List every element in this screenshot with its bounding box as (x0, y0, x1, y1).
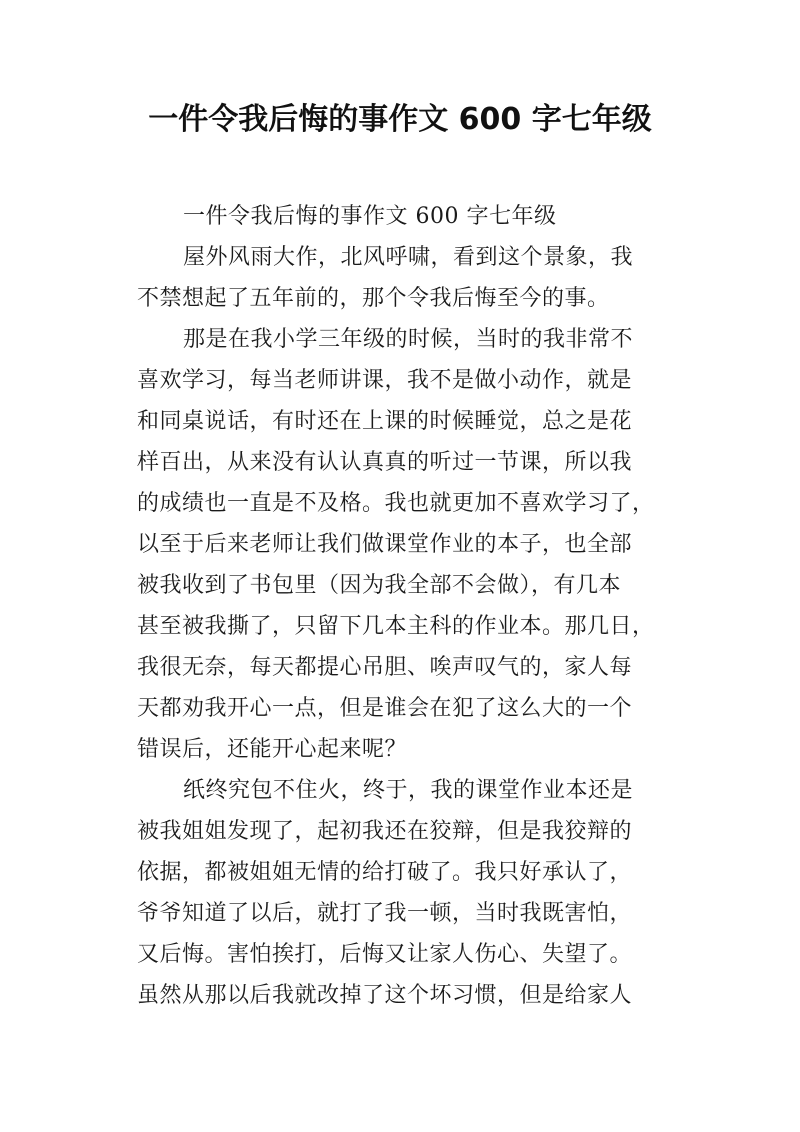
paragraph-line: 天都劝我开心一点，但是谁会在犯了这么大的一个 (137, 696, 633, 721)
paragraph-line: 样百出，从来没有认认真真的听过一节课，所以我 (137, 450, 633, 475)
paragraph-line: 我很无奈，每天都提心吊胆、唉声叹气的，家人每 (137, 655, 633, 680)
paragraph-line: 不禁想起了五年前的，那个令我后悔至今的事。 (137, 286, 610, 311)
paragraph-line: 又后悔。害怕挨打，后悔又让家人伤心、失望了。 (137, 942, 633, 967)
paragraph-line: 纸终究包不住火，终于，我的课堂作业本还是 (183, 778, 634, 803)
paragraph-line: 依据，都被姐姐无情的给打破了。我只好承认了， (137, 860, 633, 885)
paragraph (137, 319, 667, 770)
body-subtitle: 一件令我后悔的事作文 600 字七年级 (183, 204, 557, 229)
paragraph-line: 以至于后来老师让我们做课堂作业的本子，也全部 (137, 532, 633, 557)
paragraph (137, 770, 667, 1016)
paragraph-line: 错误后，还能开心起来呢？ (137, 737, 408, 762)
paragraph-line: 虽然从那以后我就改掉了这个坏习惯，但是给家人 (137, 983, 633, 1008)
paragraph (137, 237, 667, 319)
paragraph-line: 甚至被我撕了，只留下几本主科的作业本。那几日， (137, 614, 655, 639)
paragraph-line: 和同桌说话，有时还在上课的时候睡觉，总之是花 (137, 409, 633, 434)
paragraph-line: 被我收到了书包里（因为我全部不会做），有几本 (137, 573, 622, 598)
paragraph-line: 喜欢学习，每当老师讲课，我不是做小动作，就是 (137, 368, 633, 393)
document-title: 一件令我后悔的事作文 600 字七年级 (148, 102, 652, 137)
paragraph-line: 被我姐姐发现了，起初我还在狡辩，但是我狡辩的 (137, 819, 633, 844)
paragraph-line: 那是在我小学三年级的时候，当时的我非常不 (183, 327, 634, 352)
document-body (137, 196, 667, 1016)
paragraph-line: 屋外风雨大作，北风呼啸，看到这个景象，我 (183, 245, 634, 270)
paragraph-line: 爷爷知道了以后，就打了我一顿，当时我既害怕， (137, 901, 633, 926)
paragraph-line: 的成绩也一直是不及格。我也就更加不喜欢学习了， (137, 491, 655, 516)
